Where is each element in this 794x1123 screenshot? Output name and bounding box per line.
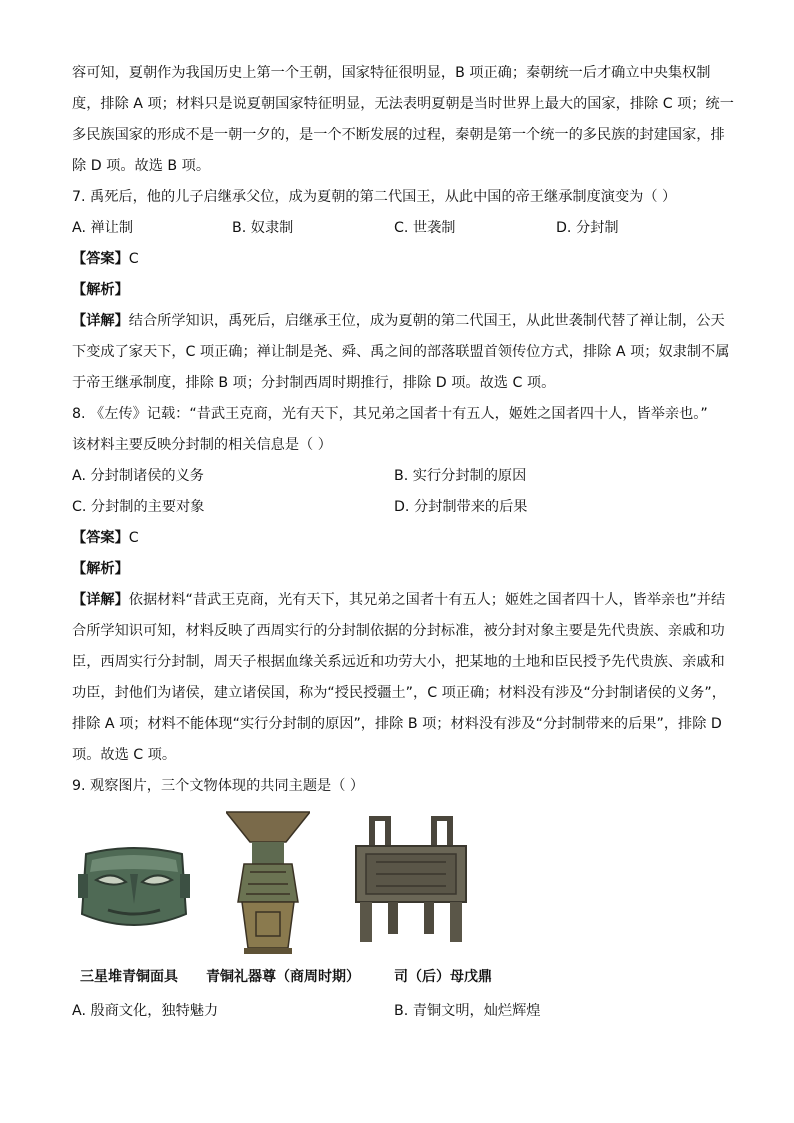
option-a: A. 禅让制: [72, 220, 134, 236]
caption-zun: 青铜礼器尊（商周时期）: [206, 969, 360, 985]
detail-line: [72, 585, 726, 616]
option-b: B. 青铜文明，灿烂辉煌: [394, 1003, 541, 1019]
bronze-zun-vessel-image: [226, 808, 310, 958]
detail-line: 下变成了家天下，C 项正确；禅让制是尧、舜、禹之间的部落联盟首领传位方式，排除 A 项；奴隶制不属: [72, 344, 730, 360]
option-c: C. 世袭制: [394, 220, 456, 236]
artifact-captions: [72, 962, 722, 992]
option-d: D. 分封制: [556, 220, 619, 236]
analysis-heading: [72, 275, 722, 306]
question-7-stem: 7. 禹死后，他的儿子启继承父位，成为夏朝的第二代国王，从此中国的帝王继承制度演变为（ ）: [72, 189, 677, 205]
detail-text: 依据材料“昔武王克商，光有天下，其兄弟之国者十有五人；姬姓之国者四十人，皆举亲也”并结: [128, 592, 726, 608]
analysis-tag: 【解析】: [72, 561, 129, 577]
answer-value: C: [128, 251, 139, 267]
analysis-line: 多民族国家的形成不是一朝一夕的，是一个不断发展的过程，秦朝是第一个统一的多民族的封建国家，排: [72, 127, 725, 143]
artifact-images: [72, 812, 722, 962]
exam-page: [72, 58, 734, 1027]
option-b: B. 奴隶制: [232, 220, 294, 236]
option-d: D. 分封制带来的后果: [394, 499, 528, 515]
option-b: B. 实行分封制的原因: [394, 468, 527, 484]
question-8-stem: 8. 《左传》记载：“昔武王克商，光有天下，其兄弟之国者十有五人，姬姓之国者四十人，皆举亲也。”: [72, 406, 708, 422]
detail-line: [72, 306, 725, 337]
detail-line: 项。故选 C 项。: [72, 747, 177, 763]
answer-value: C: [128, 530, 139, 546]
detail-line: 功臣，封他们为诸侯，建立诸侯国，称为“授民授疆土”，C 项正确；材料没有涉及“分封制诸侯的义务”，: [72, 685, 726, 701]
detail-line: 排除 A 项；材料不能体现“实行分封制的原因”，排除 B 项；材料没有涉及“分封制带来的后果”，排除 D: [72, 716, 722, 732]
detail-line: 合所学知识可知，材料反映了西周实行的分封制依据的分封标准，被分封对象主要是先代贵族、亲戚和功: [72, 623, 725, 639]
option-a: A. 殷商文化，独特魅力: [72, 1003, 219, 1019]
detail-tag: 【详解】: [72, 592, 129, 608]
analysis-tag: 【解析】: [72, 282, 129, 298]
question-8-options-row: [72, 461, 722, 492]
option-a: A. 分封制诸侯的义务: [72, 468, 204, 484]
detail-tag: 【详解】: [72, 313, 129, 329]
analysis-line: 度，排除 A 项；材料只是说夏朝国家特征明显，无法表明夏朝是当时世界上最大的国家，排除 C 项；统一: [72, 96, 734, 112]
option-c: C. 分封制的主要对象: [72, 499, 205, 515]
detail-line: 于帝王继承制度，排除 B 项；分封制西周时期推行，排除 D 项。故选 C 项。: [72, 375, 556, 391]
analysis-line: 容可知，夏朝作为我国历史上第一个王朝，国家特征很明显，B 项正确；秦朝统一后才确立中央集权制: [72, 65, 711, 81]
caption-mask: 三星堆青铜面具: [80, 969, 178, 985]
answer-line: [72, 244, 722, 275]
question-7-options: [72, 213, 722, 244]
question-8-stem: 该材料主要反映分封制的相关信息是（ ）: [72, 437, 332, 453]
question-9-stem: 9. 观察图片，三个文物体现的共同主题是（ ）: [72, 778, 365, 794]
caption-ding: 司（后）母戊鼎: [394, 969, 492, 985]
analysis-line: 除 D 项。故选 B 项。: [72, 158, 211, 174]
detail-line: 臣，西周实行分封制，周天子根据血缘关系远近和功劳大小，把某地的土地和臣民授予先代贵族、亲戚和: [72, 654, 725, 670]
answer-tag: 【答案】: [72, 251, 129, 267]
answer-line: [72, 523, 722, 554]
question-9-options-row: [72, 996, 722, 1027]
detail-text: 结合所学知识，禹死后，启继承王位，成为夏朝的第二代国王，从此世袭制代替了禅让制，公天: [128, 313, 725, 329]
question-8-options-row: [72, 492, 722, 523]
simuwu-ding-image: [352, 816, 470, 946]
analysis-heading: [72, 554, 722, 585]
bronze-mask-image: [78, 844, 190, 932]
answer-tag: 【答案】: [72, 530, 129, 546]
